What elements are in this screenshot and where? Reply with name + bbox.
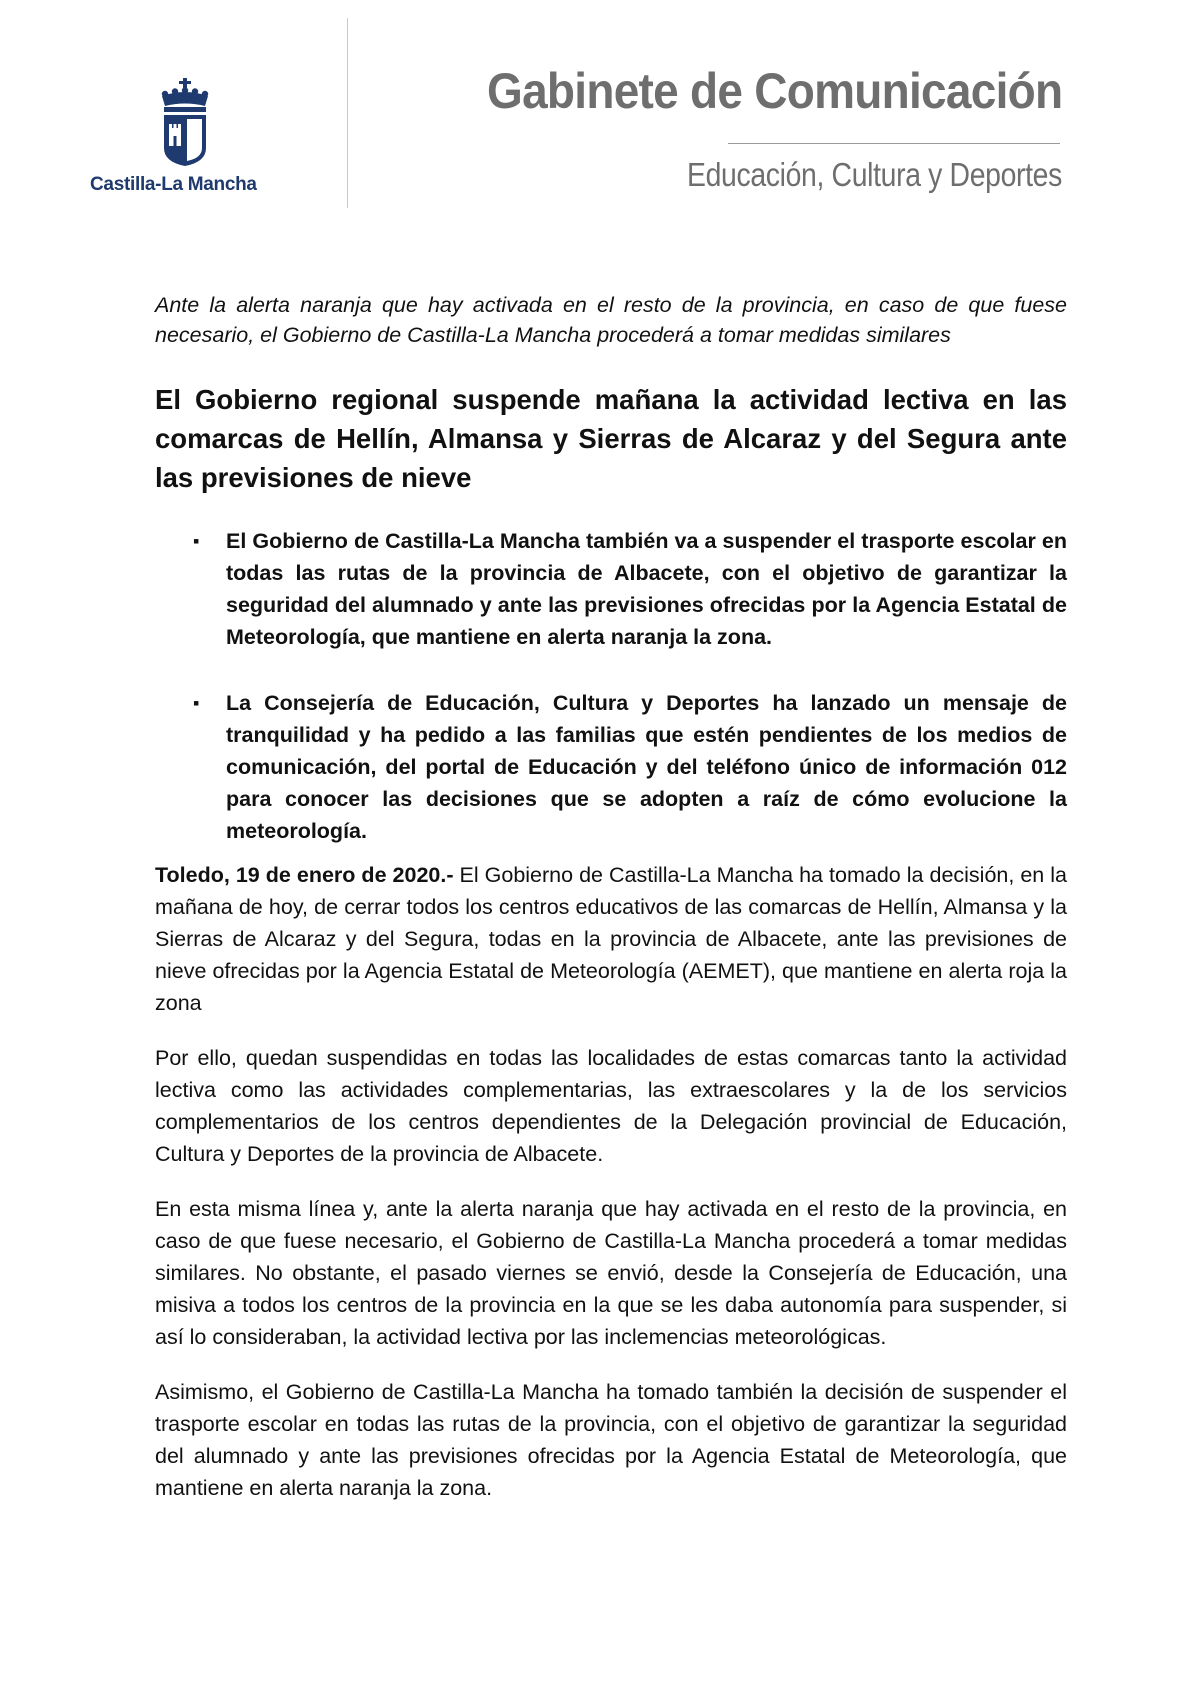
header-divider bbox=[347, 18, 348, 208]
crown-shield-icon bbox=[158, 78, 212, 166]
highlight-text: La Consejería de Educación, Cultura y Deportes ha lanzado un mensaje de tranquilidad y ha pedido a las familias que estén pendientes de los medios de comunicación, del portal de Educación y del teléfono único de información 012 para conocer las decisiones que se adopten a raíz de cómo evolucione la meteorología. bbox=[226, 691, 1067, 843]
paragraph: Por ello, quedan suspendidas en todas las localidades de estas comarcas tanto la actividad lectiva como las actividades complementarias, las extraescolares y la de los servicios complementarios de los centros dependientes de la Delegación provincial de Educación, Cultura y Deportes de la provincia de Albacete. bbox=[155, 1046, 1067, 1166]
title-rule bbox=[728, 143, 1060, 144]
castilla-la-mancha-logo bbox=[90, 78, 270, 198]
paragraph-text: El Gobierno de Castilla-La Mancha ha tomado la decisión, en la mañana de hoy, de cerrar todos los centros educativos de las comarcas de Hellín, Almansa y la Sierras de Alcaraz y del Segura, todas en la provincia de Albacete, ante las previsiones de nieve ofrecidas por la Agencia Estatal de Meteorología (AEMET), que mantiene en alerta roja la zona bbox=[155, 863, 1068, 1015]
highlight-item bbox=[155, 525, 1067, 653]
page-subtitle: Educación, Cultura y Deportes bbox=[687, 156, 1062, 193]
bullet-marker-icon: ▪ bbox=[193, 693, 200, 713]
article-headline: El Gobierno regional suspende mañana la actividad lectiva en las comarcas de Hellín, Almansa y Sierras de Alcaraz y del Segura ante las previsiones de nieve bbox=[155, 384, 1067, 493]
bullet-marker-icon: ▪ bbox=[193, 531, 200, 551]
intro-summary: Ante la alerta naranja que hay activada en el resto de la provincia, en caso de que fuese necesario, el Gobierno de Castilla-La Mancha procederá a tomar medidas similares bbox=[155, 293, 1067, 347]
highlight-item bbox=[155, 687, 1067, 847]
paragraph: En esta misma línea y, ante la alerta naranja que hay activada en el resto de la provincia, en caso de que fuese necesario, el Gobierno de Castilla-La Mancha procederá a tomar medidas similares. No obstante, el pasado viernes se envió, desde la Consejería de Educación, una misiva a todos los centros de la provincia en la que se les daba autonomía para suspender, si así lo consideraban, la actividad lectiva por las inclemencias meteorológicas. bbox=[155, 1197, 1067, 1349]
highlight-list bbox=[155, 525, 1067, 847]
dateline: Toledo, 19 de enero de 2020.- bbox=[155, 863, 454, 887]
highlight-text: El Gobierno de Castilla-La Mancha también va a suspender el trasporte escolar en todas las rutas de la provincia de Albacete, con el objetivo de garantizar la seguridad del alumnado y ante las previsiones ofrecidas por la Agencia Estatal de Meteorología, que mantiene en alerta naranja la zona. bbox=[226, 529, 1067, 649]
article-body bbox=[155, 290, 1067, 1504]
page-title: Gabinete de Comunicación bbox=[486, 63, 1062, 119]
paragraph bbox=[155, 859, 1067, 1019]
logo-wordmark: Castilla-La Mancha bbox=[90, 174, 257, 195]
paragraph: Asimismo, el Gobierno de Castilla-La Mancha ha tomado también la decisión de suspender el trasporte escolar en todas las rutas de la provincia, con el objetivo de garantizar la seguridad del alumnado y ante las previsiones ofrecidas por la Agencia Estatal de Meteorología, que mantiene en alerta naranja la zona. bbox=[155, 1380, 1067, 1500]
